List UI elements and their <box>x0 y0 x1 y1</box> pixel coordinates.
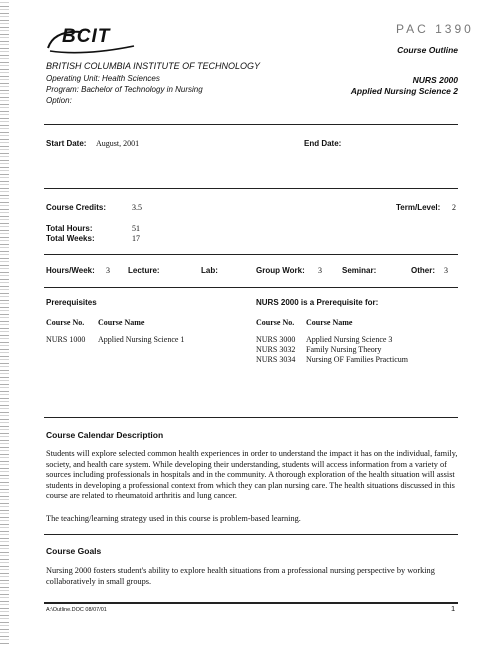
lecture-label: Lecture: <box>128 266 160 275</box>
start-date-value: August, 2001 <box>96 139 140 148</box>
prereq-row-course-no: NURS 1000 <box>46 335 86 344</box>
calendar-description: Students will explore selected common health experiences in order to understand the impact it has on the individual, family, society, and health care system. While developing their understanding, students will access information from a variety of sources including professionals in hospitals and in the community. A thorough exploration of the health situation will assist students in developing a professional context from which they can plan nursing care. The health situations discussed in this course are related to rheumatoid arthritis and lung cancer. <box>46 449 458 501</box>
prereq-for-row-course-no: NURS 3034 <box>256 355 296 364</box>
seminar-label: Seminar: <box>342 266 377 275</box>
prereq-for-row-course-name: Family Nursing Theory <box>306 345 382 354</box>
lab-label: Lab: <box>201 266 218 275</box>
divider <box>44 124 458 125</box>
divider <box>44 254 458 255</box>
prerequisites-title: Prerequisites <box>46 298 97 307</box>
prereq-for-row-course-no: NURS 3032 <box>256 345 296 354</box>
prereq-row-course-name: Applied Nursing Science 1 <box>98 335 185 344</box>
prereq-for-row-course-name: Applied Nursing Science 3 <box>306 335 393 344</box>
total-hours-value: 51 <box>132 224 140 233</box>
goals-text: Nursing 2000 fosters student's ability to explore health situations from a professional nursing perspective by working collaboratively in small groups. <box>46 566 435 586</box>
group-work-label: Group Work: <box>256 266 305 275</box>
prereq-for-col-course-name: Course Name <box>306 318 353 327</box>
logo-wordmark: BCIT <box>62 26 111 47</box>
operating-unit: Operating Unit: Health Sciences <box>46 74 160 83</box>
hours-week-label: Hours/Week: <box>46 266 95 275</box>
divider <box>44 417 458 418</box>
prereq-for-row-course-no: NURS 3000 <box>256 335 296 344</box>
course-title: Applied Nursing Science 2 <box>350 86 458 96</box>
prereq-for-col-course-no: Course No. <box>256 318 295 327</box>
prereq-col-course-no: Course No. <box>46 318 85 327</box>
divider <box>44 534 458 535</box>
handwritten-stamp: PAC 1390 <box>396 22 474 36</box>
divider <box>44 287 458 288</box>
term-level-value: 2 <box>452 203 456 212</box>
goals-title: Course Goals <box>46 546 102 556</box>
credits-label: Course Credits: <box>46 203 107 212</box>
total-hours-label: Total Hours: <box>46 224 93 233</box>
divider <box>44 188 458 189</box>
other-label: Other: <box>411 266 435 275</box>
course-code: NURS 2000 <box>412 75 458 85</box>
prereq-for-row-course-name: Nursing OF Families Practicum <box>306 355 408 364</box>
start-date-label: Start Date: <box>46 139 87 148</box>
institute-name: BRITISH COLUMBIA INSTITUTE OF TECHNOLOGY <box>46 61 261 71</box>
program: Program: Bachelor of Technology in Nursing <box>46 85 203 94</box>
end-date-label: End Date: <box>304 139 342 148</box>
prereq-col-course-name: Course Name <box>98 318 145 327</box>
document-type: Course Outline <box>397 45 458 55</box>
page-number: 1 <box>451 604 456 613</box>
footer-file: A:\Outline.DOC 08/07/01 <box>46 607 107 613</box>
total-weeks-value: 17 <box>132 234 140 243</box>
prereq-for-title: NURS 2000 is a Prerequisite for: <box>256 298 379 307</box>
credits-value: 3.5 <box>132 203 142 212</box>
scan-edge-artifact <box>0 0 9 645</box>
teaching-strategy: The teaching/learning strategy used in this course is problem-based learning. <box>46 514 301 523</box>
total-weeks-label: Total Weeks: <box>46 234 95 243</box>
calendar-title: Course Calendar Description <box>46 430 164 440</box>
option: Option: <box>46 96 72 105</box>
group-work-value: 3 <box>318 266 322 275</box>
hours-week-value: 3 <box>106 266 110 275</box>
other-value: 3 <box>444 266 448 275</box>
footer-rule <box>44 602 458 604</box>
term-level-label: Term/Level: <box>396 203 441 212</box>
